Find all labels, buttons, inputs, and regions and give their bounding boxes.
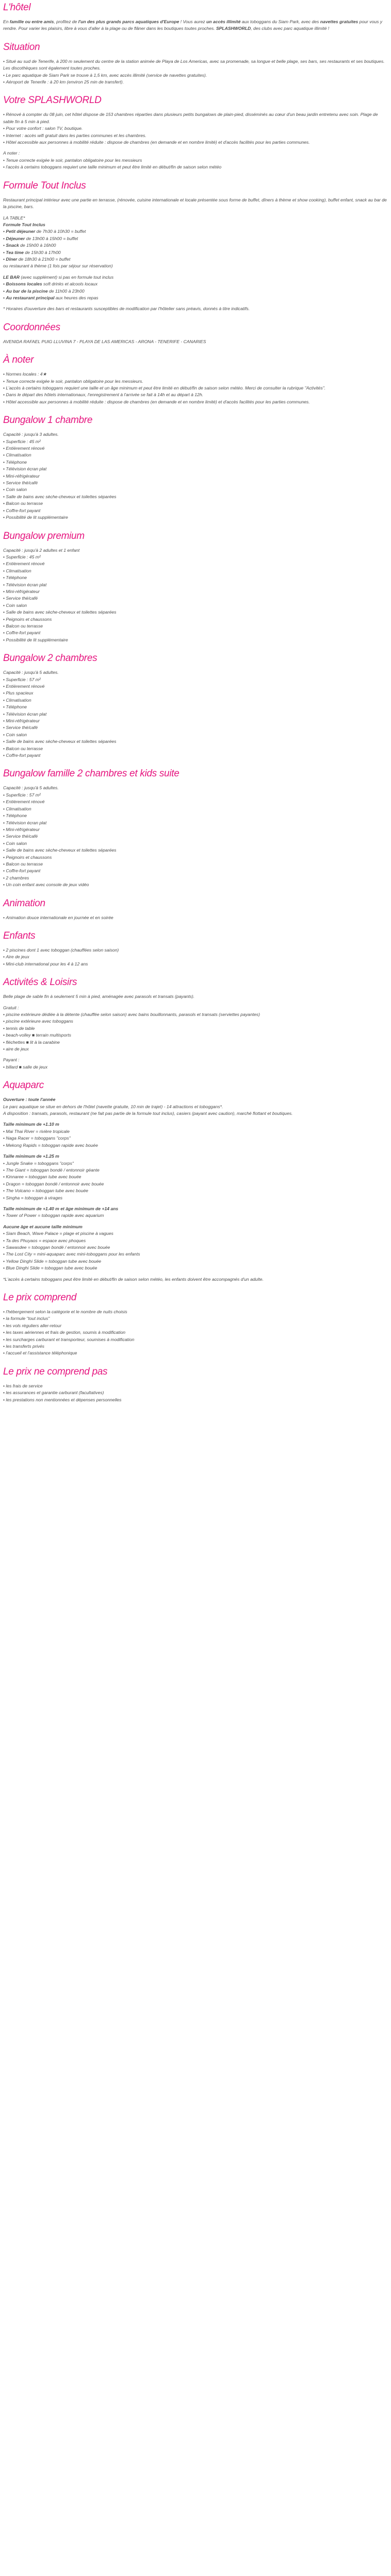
meal-hours: de 18h30 à 21h00 = buffet — [17, 256, 71, 262]
hotel-intro — [3, 19, 388, 32]
list-item: • billard ■ salle de jeux — [3, 1064, 388, 1071]
list-item: • Mekong Rapids = toboggan rapide avec bouée — [3, 1142, 388, 1149]
list-item: • Salle de bains avec sèche-cheveux et toilettes séparées — [3, 494, 388, 500]
meal-hours: de 15h00 à 16h00 — [19, 243, 56, 248]
list-item: • Rénové à compter du 08 juin, cet hôtel dispose de 153 chambres réparties dans plusieurs petits bungalows de plain-pied, disséminés au cœur d'un beau jardin entretenu avec soin. Plage de sable fin à 5 min à pied. — [3, 111, 388, 125]
list-item — [3, 228, 388, 235]
bar-item-name: Au restaurant principal — [6, 295, 55, 300]
bar-label — [3, 274, 388, 281]
intro-strong: famille ou entre amis — [9, 19, 54, 24]
list-item: • les frais de service — [3, 1383, 388, 1389]
meal-name: Déjeuner — [6, 235, 25, 241]
aquaparc-group-label: Taille minimum de +1.40 m et âge minimum de +14 ans — [3, 1206, 119, 1211]
list-item: • Balcon ou terrasse — [3, 861, 388, 868]
list-item: • Aire de jeux — [3, 954, 388, 960]
aquaparc-group-label: Taille minimum de +1.10 m — [3, 1122, 59, 1127]
list-item: • Sawasdee = toboggan bondé / entonnoir avec bouée — [3, 1244, 388, 1251]
formule-footnote: * Horaires d'ouverture des bars et restaurants susceptibles de modification par l'hôtelier sans préavis, donnés à titre indicatifs. — [3, 306, 250, 312]
room-features — [3, 554, 388, 643]
list-item: • Téléphone — [3, 574, 388, 581]
address: AVENIDA RAFAEL PUIG LLUVINA 7 - PLAYA DE LAS AMERICAS - ARONA - TENERIFE - CANARIES — [3, 338, 206, 344]
list-item: • Balcon ou terrasse — [3, 745, 388, 752]
list-item: • Climatisation — [3, 568, 388, 574]
section-title-activites: Activités & Loisirs — [3, 977, 77, 988]
bar-item-detail: soft drinks et alcools locaux — [42, 281, 98, 287]
list-item: • Télévision écran plat — [3, 820, 388, 826]
list-item: • les transferts privés — [3, 1343, 388, 1350]
bar-item-name: Au bar de la piscine — [6, 288, 48, 294]
list-item: • Pour votre confort : salon TV, boutique. — [3, 125, 388, 132]
table-label: LA TABLE* — [3, 215, 25, 221]
meal-name: Tea time — [6, 249, 24, 255]
list-item: • Tenue correcte exigée le soir, pantalon obligatoire pour les messieurs — [3, 157, 388, 164]
list-item: • Jungle Snake = toboggans "corps" — [3, 1160, 388, 1167]
meal-hours: de 13h00 à 15h00 = buffet — [25, 235, 78, 241]
list-item: • Un coin enfant avec console de jeux vidéo — [3, 882, 388, 888]
list-item: • les surcharges carburant et transporteur, soumises à modification — [3, 1336, 388, 1343]
list-item: • Service thé/café — [3, 480, 388, 486]
section-title-room: Bungalow 1 chambre — [3, 415, 93, 426]
list-item: • les vols réguliers aller-retour — [3, 1323, 388, 1329]
list-item: • Le parc aquatique de Siam Park se trouve à 1,5 km, avec accès illimité (service de navettes gratuites). — [3, 72, 388, 79]
list-item: • Hôtel accessible aux personnes à mobilité réduite : dispose de chambres (en demande et en nombre limité) et d'accès facilités pour les parties communes. — [3, 399, 388, 405]
list-item: • Possibilité de lit supplémentaire — [3, 637, 388, 643]
list-item: • Coin salon — [3, 732, 388, 738]
list-item: • Blue Dinghi Slide = toboggan tube avec bouée — [3, 1265, 388, 1272]
list-item: • Climatisation — [3, 806, 388, 812]
aquaparc-p1: Le parc aquatique se situe en dehors de l'hôtel (navette gratuite, 10 min de trajet) - 14 attractions et toboggans*. — [3, 1104, 223, 1109]
list-item: • l'hébergement selon la catégorie et le nombre de nuits choisis — [3, 1309, 388, 1315]
list-item: • Mini-réfrigérateur — [3, 473, 388, 480]
list-item: • Coin salon — [3, 840, 388, 847]
ne-comprend-pas-list — [3, 1383, 388, 1403]
aquaparc-group-list — [3, 1160, 388, 1201]
list-item: • Peignoirs et chaussons — [3, 854, 388, 861]
list-item: • Aéroport de Tenerife : à 20 km (environ 25 min de transfert). — [3, 79, 388, 86]
list-item: • Climatisation — [3, 452, 388, 459]
aquaparc-group-list — [3, 1212, 388, 1219]
votre-note-list — [3, 157, 388, 171]
list-item: • piscine extérieure avec toboggans — [3, 1018, 388, 1025]
intro-text: En — [3, 19, 10, 24]
payant-list — [3, 1064, 388, 1071]
list-item: • les assurances et garantie carburant (facultatives) — [3, 1389, 388, 1396]
list-item: • Télévision écran plat — [3, 466, 388, 472]
list-item — [3, 256, 388, 263]
intro-text: , profitez de — [54, 19, 78, 24]
list-item: • Superficie : 45 m² — [3, 438, 388, 445]
section-title-animation: Animation — [3, 897, 45, 909]
room-capacity: Capacité : jusqu'à 5 adultes. — [3, 670, 59, 675]
meal-hours: de 15h30 à 17h00 — [23, 249, 61, 255]
list-item: • Kinnaree = toboggan tube avec bouée — [3, 1174, 388, 1180]
list-item: • Balcon ou terrasse — [3, 623, 388, 630]
formule-intro: Restaurant principal intérieur avec une partie en terrasse, (rénovée, cuisine internationale et locale présentée sous forme de buffet, dîners à thème et show cooking), buffet enfant, snack au bar de la piscine, bars. — [3, 197, 387, 210]
list-item — [3, 242, 388, 249]
list-item: • The Lost City = mini-aquaparc avec mini-toboggans pour les enfants — [3, 1251, 388, 1258]
intro-text: aux toboggans du Siam Park, avec des — [240, 19, 320, 24]
list-item: • The Giant = toboggan bondé / entonnoir géante — [3, 1167, 388, 1174]
room-capacity: Capacité : jusqu'à 3 adultes. — [3, 432, 59, 437]
section-title-votre: Votre SPLASHWORLD — [3, 95, 102, 106]
bar-label-rest: (avec supplément) si pas en formule tout inclus — [20, 274, 113, 280]
list-item: • Ta des Phuyaos = espace avec phoques — [3, 1238, 388, 1244]
list-item: • l'accès à certains toboggans requiert une taille minimum et peut être limité en début/fin de saison selon météo — [3, 164, 388, 171]
section-title-hotel: L'hôtel — [3, 2, 31, 13]
list-item: • fléchettes ■ lit à la carabine — [3, 1039, 388, 1046]
list-item: • The Volcano = toboggan tube avec bouée — [3, 1188, 388, 1194]
enfants-list — [3, 947, 388, 968]
bar-list — [3, 281, 388, 301]
list-item — [3, 249, 388, 256]
intro-text: ! Vous aurez — [179, 19, 206, 24]
list-item: • Entièrement rénové — [3, 799, 388, 805]
room-features — [3, 676, 388, 759]
a-noter-list — [3, 371, 388, 405]
table-extra: ou restaurant à thème (1 fois par séjour sur réservation) — [3, 263, 113, 269]
list-item: • Situé au sud de Tenerife, à 200 m seulement du centre de la station animée de Playa de Los Americas, avec sa promenade, sa longue et belle plage, ses bars, ses restaurants et ses boutiques. Les discothèques sont également toutes proches. — [3, 58, 388, 72]
aquaparc-groups — [3, 1121, 388, 1272]
list-item: • Coffre-fort payant — [3, 868, 388, 874]
aquaparc-group-label: Aucune âge et aucune taille minimum — [3, 1224, 83, 1229]
section-title-a-noter: À noter — [3, 354, 34, 366]
intro-text: , des clubs avec parc aquatique illimité ! — [251, 26, 330, 31]
list-item: • Salle de bains avec sèche-cheveux et toilettes séparées — [3, 847, 388, 854]
bar-item-name: Boissons locales — [6, 281, 42, 287]
list-item: • Internet : accès wifi gratuit dans les parties communes et les chambres. — [3, 132, 388, 139]
bar-label-strong: LE BAR — [3, 274, 20, 280]
section-title-formule: Formule Tout Inclus — [3, 180, 86, 191]
list-item: • Téléphone — [3, 704, 388, 710]
section-title-room: Bungalow famille 2 chambres et kids suite — [3, 768, 180, 779]
meal-name: Dîner — [6, 256, 18, 262]
list-item: • Tenue correcte exigée le soir, pantalon obligatoire pour les messieurs. — [3, 378, 388, 385]
list-item: • Téléphone — [3, 812, 388, 819]
list-item: • Mini-réfrigérateur — [3, 588, 388, 595]
list-item: • Coin salon — [3, 602, 388, 609]
section-title-coordonnees: Coordonnées — [3, 321, 60, 333]
list-item: • Balcon ou terrasse — [3, 500, 388, 507]
list-item: • l'accueil et l'assistance téléphonique — [3, 1350, 388, 1357]
list-item: • aire de jeux — [3, 1046, 388, 1053]
room-features — [3, 792, 388, 889]
list-item: • Possibilité de lit supplémentaire — [3, 514, 388, 521]
list-item: • Service thé/café — [3, 833, 388, 840]
list-item: • Superficie : 57 m² — [3, 676, 388, 683]
intro-strong: navettes gratuites — [320, 19, 359, 24]
list-item: • Yellow Dinghi Slide = toboggan tube avec bouée — [3, 1258, 388, 1265]
list-item: • 2 chambres — [3, 875, 388, 882]
meal-name: Snack — [6, 243, 19, 248]
list-item: • Service thé/café — [3, 724, 388, 731]
list-item: • Mini-réfrigérateur — [3, 826, 388, 833]
intro-strong: l'un des plus grands parcs aquatiques d'Europe — [78, 19, 180, 24]
payant-label: Payant : — [3, 1057, 20, 1063]
comprend-list — [3, 1309, 388, 1357]
list-item — [3, 235, 388, 242]
list-item: • L'accès à certains toboggans requiert une taille et un âge minimum et peut être limité en début/fin de saison selon météo. Merci de consulter la rubrique "Activités". — [3, 385, 388, 392]
aquaparc-p2: A disposition : transats, parasols, restaurant (ne fait pas partie de la formule tout inclus), casiers (payant avec caution), marché flottant et boutiques. — [3, 1111, 293, 1116]
list-item — [3, 295, 388, 301]
list-item: • les prestations non mentionnées et dépenses personnelles — [3, 1397, 388, 1403]
list-item — [3, 281, 388, 287]
list-item: • Peignoirs et chaussons — [3, 616, 388, 623]
meal-name: Petit déjeuner — [6, 229, 36, 234]
list-item: • Climatisation — [3, 697, 388, 704]
bar-item-detail: aux heures des repas — [54, 295, 99, 300]
list-item: • les taxes aériennes et frais de gestion, soumis à modification — [3, 1329, 388, 1336]
list-item: • Service thé/café — [3, 595, 388, 602]
intro-text: pour vous y rendre. Pour varier les plaisirs, libre à vous d'aller à la plage ou de flâner dans les boutiques toutes proches. — [3, 19, 383, 31]
list-item: • Animation douce internationale en journée et en soirée — [3, 914, 388, 921]
aquaparc-group-list — [3, 1128, 388, 1149]
list-item: • Téléphone — [3, 459, 388, 466]
list-item: • Salle de bains avec sèche-cheveux et toilettes séparées — [3, 609, 388, 616]
section-title-ne-comprend-pas: Le prix ne comprend pas — [3, 1366, 108, 1377]
list-item: • Naga Racer = toboggans "corps" — [3, 1135, 388, 1142]
list-item: • Hôtel accessible aux personnes à mobilité réduite : dispose de chambres (en demande et en nombre limité) et d'accès facilités pour les parties communes. — [3, 139, 388, 146]
intro-strong: SPLASHWORLD — [216, 26, 251, 31]
animation-list — [3, 914, 388, 921]
list-item: • Plus spacieux — [3, 690, 388, 697]
aquaparc-group-list — [3, 1230, 388, 1272]
list-item: • Entièrement rénové — [3, 683, 388, 690]
list-item: • Dragon = toboggan bondé / entonnoir avec bouée — [3, 1181, 388, 1188]
gratuit-list — [3, 1011, 388, 1053]
list-item: • Superficie : 45 m² — [3, 554, 388, 561]
intro-strong: un accès illimité — [206, 19, 241, 24]
list-item: • Coffre-fort payant — [3, 630, 388, 636]
table-sub: Formule Tout Inclus — [3, 222, 45, 227]
room-capacity: Capacité : jusqu'à 2 adultes et 1 enfant — [3, 547, 80, 553]
section-title-comprend: Le prix comprend — [3, 1292, 76, 1303]
list-item: • Singha = toboggan à virages — [3, 1195, 388, 1201]
aquaparc-group-label: Taille minimum de +1.25 m — [3, 1154, 59, 1159]
list-item — [3, 288, 388, 295]
list-item: • Coin salon — [3, 486, 388, 493]
bar-item-detail: de 11h00 à 23h00 — [47, 288, 85, 294]
meal-hours: de 7h30 à 10h30 = buffet — [35, 229, 86, 234]
list-item: • Télévision écran plat — [3, 582, 388, 588]
list-item: • Mini-réfrigérateur — [3, 718, 388, 724]
section-title-room: Bungalow 2 chambres — [3, 653, 97, 664]
list-item: • Coffre-fort payant — [3, 507, 388, 514]
list-item: • tennis de table — [3, 1025, 388, 1032]
list-item: • Coffre-fort payant — [3, 752, 388, 759]
list-item: • Tower of Power = toboggan rapide avec aquarium — [3, 1212, 388, 1219]
section-title-aquaparc: Aquaparc — [3, 1080, 44, 1091]
list-item: • Entièrement rénové — [3, 445, 388, 452]
list-item: • Mai Thai River = rivière tropicale — [3, 1128, 388, 1135]
aquaparc-ouverture: Ouverture : toute l'année — [3, 1097, 56, 1103]
list-item: • la formule "tout inclus" — [3, 1315, 388, 1322]
aquaparc-footnote: *L'accès à certains toboggans peut être limité en début/fin de saison selon météo, les enfants doivent être accompagnés d'un adulte. — [3, 1276, 264, 1282]
activites-intro: Belle plage de sable fin à seulement 5 min à pied, aménagée avec parasols et transats (payants). — [3, 994, 195, 999]
section-title-enfants: Enfants — [3, 930, 36, 941]
votre-list — [3, 111, 388, 146]
situation-list — [3, 58, 388, 86]
list-item: • Salle de bains avec sèche-cheveux et toilettes séparées — [3, 738, 388, 745]
list-item: • 2 piscines dont 1 avec toboggan (chauffées selon saison) — [3, 947, 388, 954]
list-item: • Dans le départ des hôtels internationaux, l'enregistrement à l'arrivée se fait à 14h et au départ à 12h. — [3, 392, 388, 398]
list-item: • Siam Beach, Wave Palace = plage et piscine à vagues — [3, 1230, 388, 1237]
section-title-situation: Situation — [3, 41, 40, 53]
table-list — [3, 228, 388, 263]
room-features — [3, 438, 388, 521]
room-capacity: Capacité : jusqu'à 5 adultes. — [3, 785, 59, 791]
gratuit-label: Gratuit : — [3, 1005, 19, 1010]
section-title-room: Bungalow premium — [3, 530, 85, 541]
list-item: • beach-volley ■ terrain multisports — [3, 1032, 388, 1039]
votre-note-label: A noter : — [3, 150, 20, 156]
list-item: • piscine extérieure dédiée à la détente (chauffée selon saison) avec bains bouillonnants, parasols et transats (serviettes payantes) — [3, 1011, 388, 1018]
list-item: • Superficie : 57 m² — [3, 792, 388, 799]
list-item: • Entièrement rénové — [3, 561, 388, 567]
list-item: • Normes locales : 4★ — [3, 371, 388, 378]
list-item: • Mini-club international pour les 4 à 12 ans — [3, 961, 388, 968]
list-item: • Télévision écran plat — [3, 711, 388, 718]
rooms-container — [3, 415, 388, 888]
